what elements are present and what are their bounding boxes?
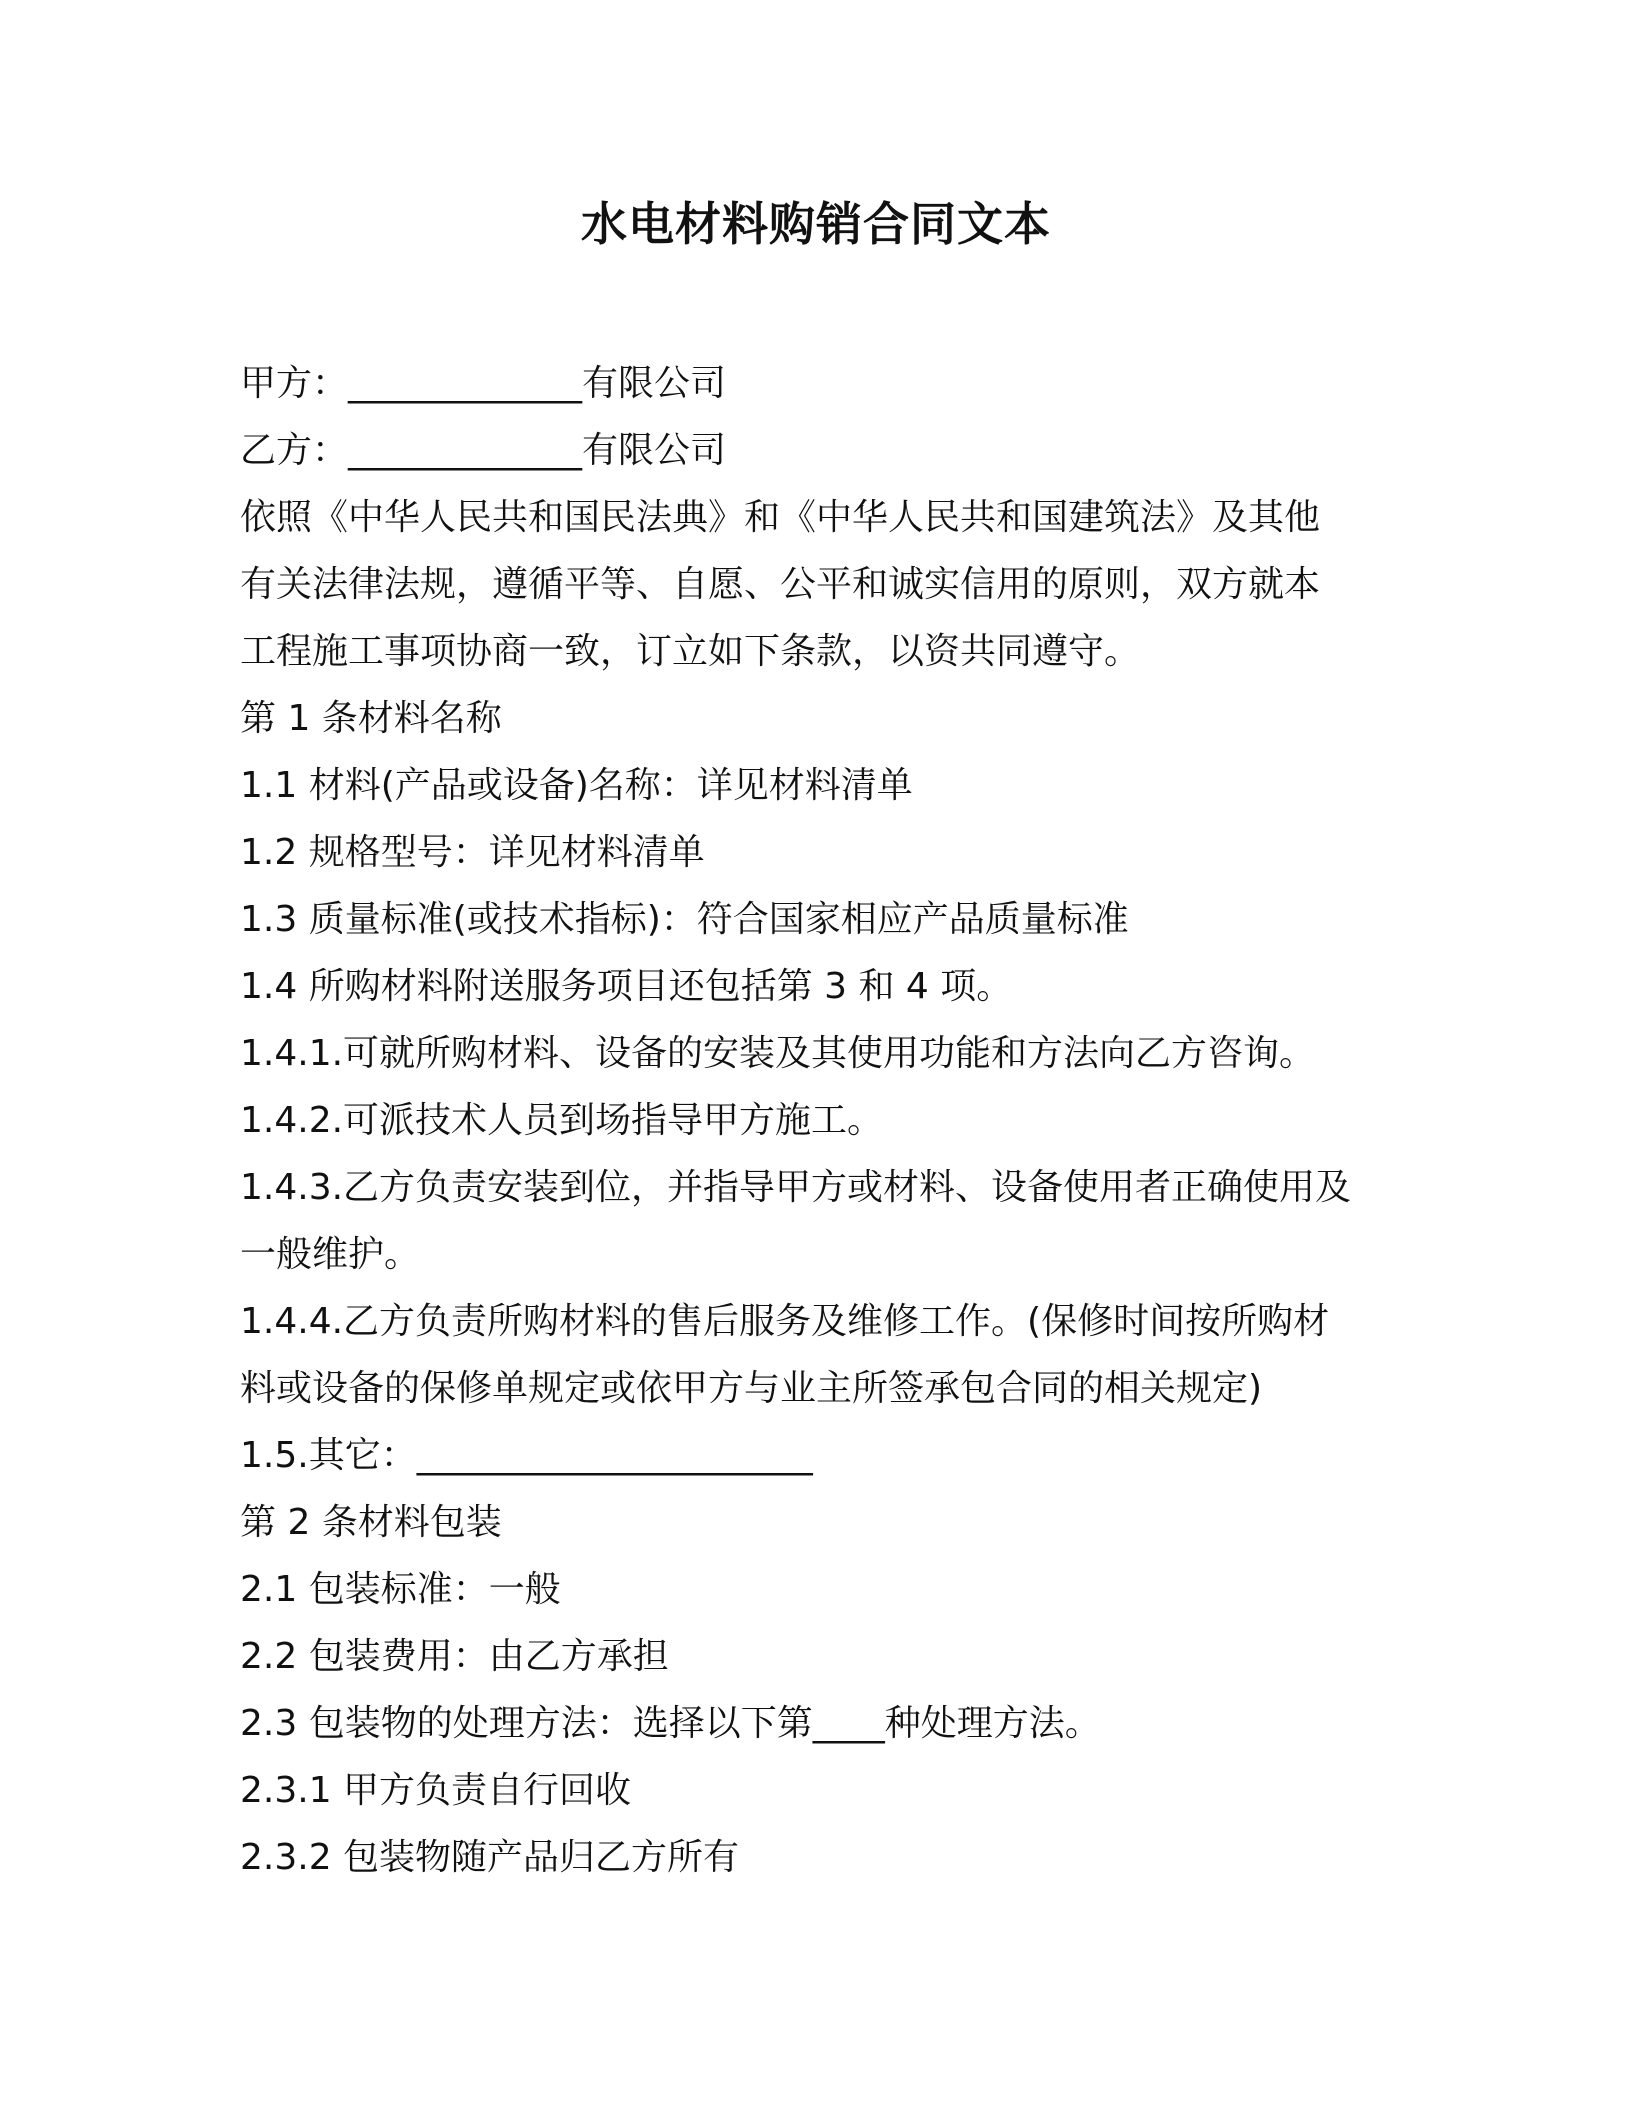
- clause-2-2: 2.2 包装费用：由乙方承担: [240, 1636, 669, 1677]
- preamble-line-1: 依照《中华人民共和国民法典》和《中华人民共和国建筑法》及其他: [240, 497, 1321, 538]
- article-1-heading: 第 1 条材料名称: [240, 698, 502, 739]
- clause-2-3-2: 2.3.2 包装物随产品归乙方所有: [240, 1837, 740, 1878]
- clause-2-3-1: 2.3.1 甲方负责自行回收: [240, 1770, 632, 1811]
- document-title: 水电材料购销合同文本: [581, 197, 1051, 251]
- clause-2-1: 2.1 包装标准：一般: [240, 1569, 561, 1610]
- clause-1-2: 1.2 规格型号：详见材料清单: [240, 832, 705, 873]
- clause-2-3: 2.3 包装物的处理方法：选择以下第____种处理方法。: [240, 1703, 1101, 1744]
- clause-1-4: 1.4 所购材料附送服务项目还包括第 3 和 4 项。: [240, 966, 1013, 1007]
- clause-1-4-4-line-1: 1.4.4.乙方负责所购材料的售后服务及维修工作。(保修时间按所购材: [240, 1301, 1330, 1342]
- party-a-line: 甲方：_____________有限公司: [240, 363, 727, 404]
- clause-1-4-2: 1.4.2.可派技术人员到场指导甲方施工。: [240, 1100, 884, 1141]
- clause-1-5: 1.5.其它：______________________: [240, 1435, 813, 1476]
- document-body: [240, 350, 1390, 1891]
- article-2-heading: 第 2 条材料包装: [240, 1502, 502, 1543]
- clause-1-4-4-line-2: 料或设备的保修单规定或依甲方与业主所签承包合同的相关规定): [240, 1368, 1263, 1409]
- clause-1-1: 1.1 材料(产品或设备)名称：详见材料清单: [240, 765, 913, 806]
- preamble-line-3: 工程施工事项协商一致，订立如下条款，以资共同遵守。: [240, 631, 1141, 672]
- clause-1-4-3-line-1: 1.4.3.乙方负责安装到位，并指导甲方或材料、设备使用者正确使用及: [240, 1167, 1352, 1208]
- clause-1-3: 1.3 质量标准(或技术指标)：符合国家相应产品质量标准: [240, 899, 1129, 940]
- clause-1-4-3-line-2: 一般维护。: [240, 1234, 421, 1275]
- clause-1-4-1: 1.4.1.可就所购材料、设备的安装及其使用功能和方法向乙方咨询。: [240, 1033, 1316, 1074]
- party-b-line: 乙方：_____________有限公司: [240, 430, 727, 471]
- preamble-line-2: 有关法律法规，遵循平等、自愿、公平和诚实信用的原则，双方就本: [240, 564, 1321, 605]
